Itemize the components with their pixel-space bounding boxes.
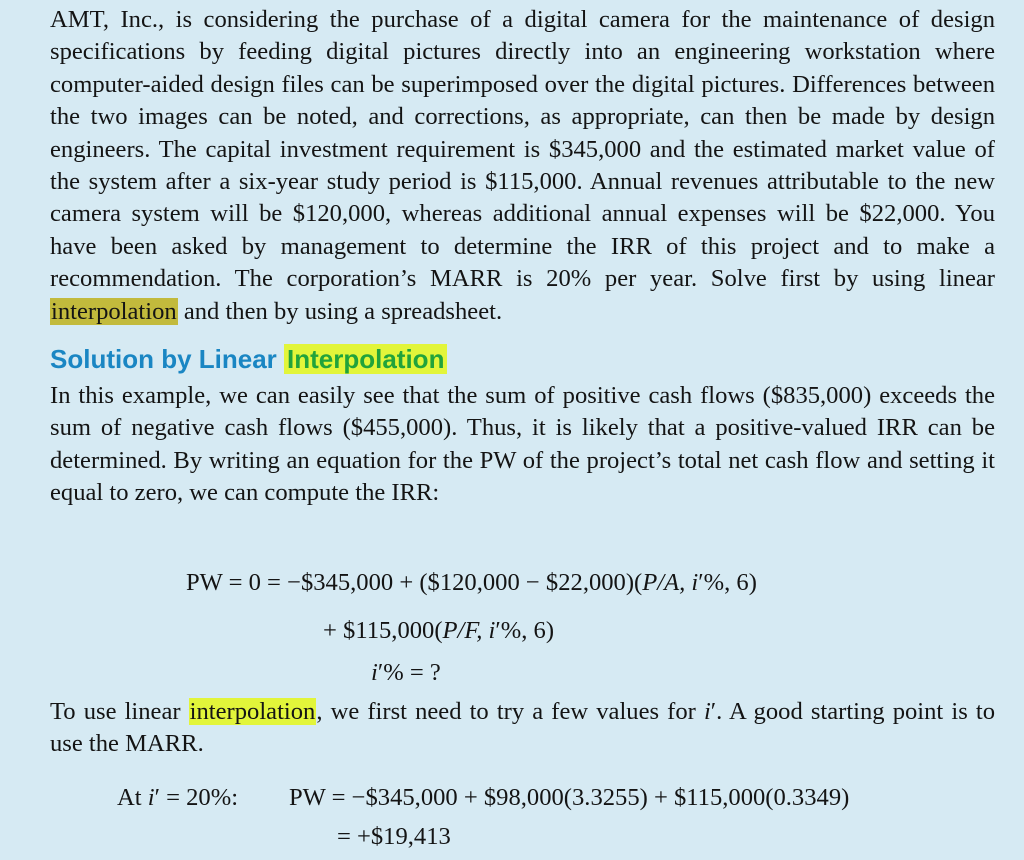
trial-label-rate: ′ = 20%:: [154, 784, 239, 811]
equation-line-3-var: i: [371, 659, 378, 686]
trial-label-text: At: [117, 784, 148, 811]
problem-text-part1: AMT, Inc., is considering the purchase of a digital camera for the maintenance of design specifications by feeding digital pictures directly into an engineering workstation where computer-aided design files can be superimposed over the digital pictures. Differences between the two images can be noted, and corrections, as appropriate, can then be made by design engineers. The capital investment requirement is $345,000 and the estimated market value of the system after a six-year study period is $115,000. Annual revenues attributable to the new camera system will be $120,000, whereas additional annual expenses will be $22,000. You have been asked by management to determine the IRR of this project and to make a recommendation. The corporation’s MARR is 20% per year. Solve first by using linear: [50, 6, 995, 293]
equation-line-2: [323, 615, 554, 647]
highlighted-word-interpolation-2: interpolation: [189, 698, 316, 725]
equation-line-3-text: ′% = ?: [377, 659, 441, 686]
equation-line-1-args: ′%, 6): [698, 569, 757, 596]
equation-line-2-text: + $115,000(: [323, 617, 443, 644]
equation-line-1-factor: P/A, i: [642, 569, 699, 596]
problem-statement: [50, 0, 995, 328]
solution-heading: [50, 342, 995, 376]
equation-line-1: [186, 567, 757, 599]
paragraph-2-part1: To use linear: [50, 698, 189, 725]
trial-result: = +$19,413: [337, 823, 451, 850]
equation-line-3: [371, 657, 441, 689]
trial-label-var: i: [147, 784, 155, 811]
solution-paragraph-1: In this example, we can easily see that the sum of positive cash flows ($835,000) exceeds the sum of negative cash flows ($455,000). Thus, it is likely that a positive-valued IRR can be determined. By writing an equation for the PW of the project’s total net cash flow and setting it equal to zero, we can compute the IRR:: [50, 382, 995, 507]
trial-equation: PW = −$345,000 + $98,000(3.3255) + $115,000(0.3349): [289, 784, 850, 811]
solution-heading-prefix: Solution by Linear: [50, 344, 285, 375]
solution-paragraph-2: [50, 696, 995, 761]
page-content: [50, 0, 995, 510]
trial-label: [117, 782, 238, 814]
problem-text-part2: and then by using a spreadsheet.: [177, 297, 503, 325]
paragraph-2-var: i: [703, 698, 711, 725]
equation-line-2-args: ′%, 6): [495, 617, 555, 644]
paragraph-2-part2: , we first need to try a few values for: [316, 698, 704, 725]
equation-line-2-factor: P/F, i: [442, 617, 496, 644]
solution-heading-highlight: Interpolation: [284, 344, 447, 374]
highlighted-word-interpolation: interpolation: [51, 297, 177, 325]
paragraph-2-part3: ′. A good starting point is to use the MARR.: [50, 698, 995, 758]
equation-line-1-text: PW = 0 = −$345,000 + ($120,000 − $22,000)(: [186, 569, 643, 596]
